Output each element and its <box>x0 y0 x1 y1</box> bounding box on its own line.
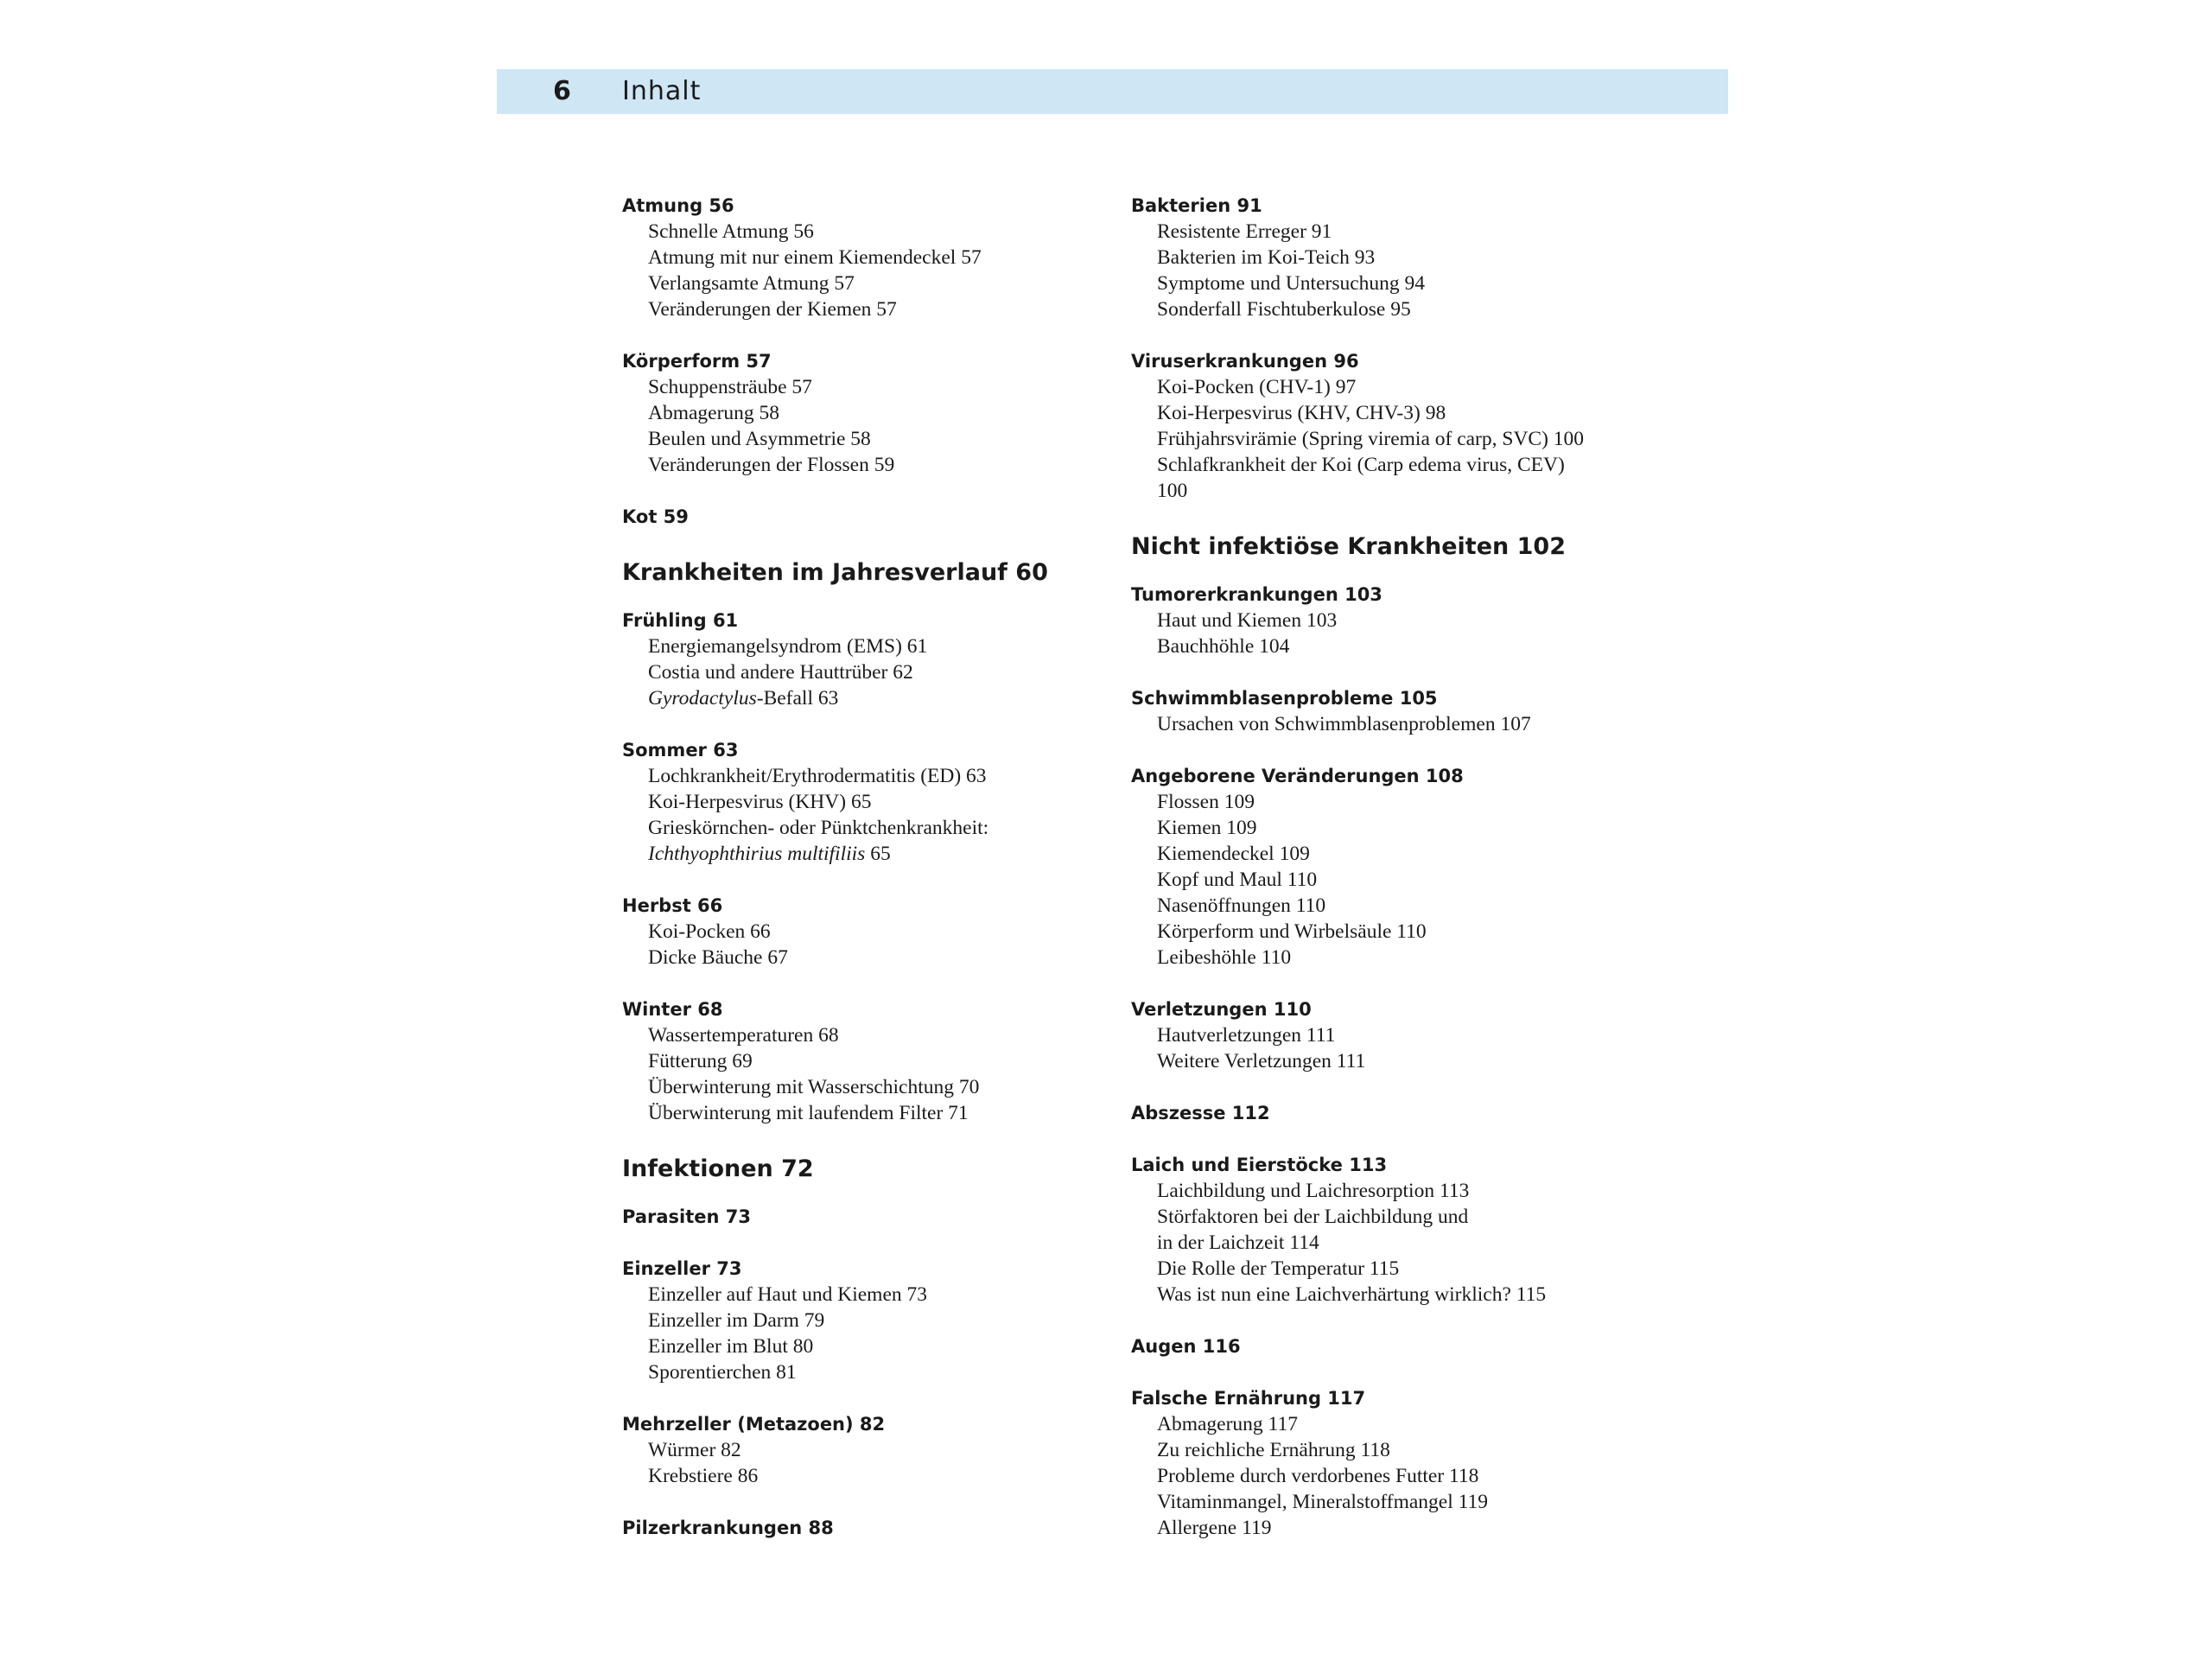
toc-entry[interactable]: Grieskörnchen- oder Pünktchenkrankheit: <box>648 817 989 839</box>
toc-entry[interactable]: Koi-Pocken (CHV-1) 97 <box>1157 376 1357 398</box>
toc-entry[interactable]: Würmer 82 <box>648 1439 741 1461</box>
toc-entry[interactable]: Sonderfall Fischtuberkulose 95 <box>1157 298 1411 321</box>
toc-entry[interactable]: Resistente Erreger 91 <box>1157 220 1332 243</box>
toc-entry[interactable]: Was ist nun eine Laichverhärtung wirklich? 115 <box>1157 1283 1547 1306</box>
toc-entry[interactable]: Koi-Pocken 66 <box>648 920 771 943</box>
toc-section-parasiten <box>622 1204 1106 1230</box>
toc-section-title[interactable]: Angeborene Veränderungen 108 <box>1131 766 1464 786</box>
toc-section-title[interactable]: Augen 116 <box>1131 1336 1241 1357</box>
toc-section-atmung <box>622 193 1106 322</box>
toc-section-bakterien <box>1131 193 1649 322</box>
toc-section-title[interactable]: Frühling 61 <box>622 610 739 631</box>
toc-chapter-title[interactable]: Infektionen 72 <box>622 1155 814 1182</box>
toc-entry[interactable]: Zu reichliche Ernährung 118 <box>1157 1439 1390 1461</box>
toc-entry[interactable]: Einzeller auf Haut und Kiemen 73 <box>648 1283 928 1306</box>
toc-entry[interactable]: Sporentierchen 81 <box>648 1361 797 1384</box>
toc-entry[interactable]: Koi-Herpesvirus (KHV, CHV-3) 98 <box>1157 402 1446 424</box>
toc-entry[interactable]: Ursachen von Schwimmblasenproblemen 107 <box>1157 713 1531 735</box>
toc-entry[interactable]: Frühjahrsvirämie (Spring viremia of carp, SVC) 100 <box>1157 428 1585 450</box>
toc-section-schwimmblase <box>1131 685 1649 737</box>
toc-entry[interactable]: Wassertemperaturen 68 <box>648 1024 839 1047</box>
toc-entry[interactable]: Die Rolle der Temperatur 115 <box>1157 1257 1400 1280</box>
toc-section-title[interactable]: Körperform 57 <box>622 351 772 372</box>
toc-section-winter <box>622 996 1106 1126</box>
toc-entry[interactable]: Atmung mit nur einem Kiemendeckel 57 <box>648 246 982 269</box>
toc-entry[interactable]: Kiemen 109 <box>1157 817 1257 839</box>
toc-section-fruehling <box>622 608 1106 711</box>
toc-entry[interactable]: Allergene 119 <box>1157 1517 1272 1539</box>
italic-term: Ichthyophthirius multifiliis <box>648 843 866 865</box>
toc-chapter-title[interactable]: Nicht infektiöse Krankheiten 102 <box>1131 533 1566 560</box>
toc-entry[interactable]: Lochkrankheit/Erythrodermatitis (ED) 63 <box>648 765 987 787</box>
toc-entry[interactable]: Schnelle Atmung 56 <box>648 220 814 243</box>
toc-section-augen <box>1131 1333 1649 1359</box>
toc-section-tumor <box>1131 582 1649 659</box>
toc-entry[interactable]: Probleme durch verdorbenes Futter 118 <box>1157 1465 1479 1487</box>
toc-entry[interactable]: Koi-Herpesvirus (KHV) 65 <box>648 791 872 813</box>
toc-section-title[interactable]: Mehrzeller (Metazoen) 82 <box>622 1414 886 1435</box>
toc-section-title[interactable]: Viruserkrankungen 96 <box>1131 351 1359 372</box>
toc-entry-gyrodactylus[interactable] <box>622 685 1106 711</box>
toc-section-title[interactable]: Atmung 56 <box>622 195 734 216</box>
page-title: Inhalt <box>622 76 702 106</box>
toc-section-title[interactable]: Laich und Eierstöcke 113 <box>1131 1155 1388 1175</box>
toc-entry[interactable]: Laichbildung und Laichresorption 113 <box>1157 1180 1470 1202</box>
toc-section-pilz <box>622 1515 1106 1541</box>
toc-entry[interactable]: Kiemendeckel 109 <box>1157 843 1310 865</box>
toc-entry[interactable]: Costia und andere Hauttrüber 62 <box>648 661 913 684</box>
toc-entry[interactable]: Flossen 109 <box>1157 791 1255 813</box>
toc-entry[interactable]: Abmagerung 117 <box>1157 1413 1298 1435</box>
toc-entry[interactable]: Hautverletzungen 111 <box>1157 1024 1336 1047</box>
toc-entry[interactable]: Überwinterung mit laufendem Filter 71 <box>648 1102 969 1124</box>
toc-entry[interactable]: Leibeshöhle 110 <box>1157 946 1292 969</box>
toc-entry[interactable]: Kopf und Maul 110 <box>1157 869 1318 891</box>
toc-section-angeboren <box>1131 763 1649 971</box>
toc-section-viren <box>1131 348 1649 504</box>
toc-entry[interactable]: Haut und Kiemen 103 <box>1157 609 1338 632</box>
toc-section-title[interactable]: Herbst 66 <box>622 895 723 916</box>
toc-entry[interactable]: Veränderungen der Flossen 59 <box>648 454 895 476</box>
toc-section-sommer <box>622 737 1106 867</box>
toc-chapter-title[interactable]: Krankheiten im Jahresverlauf 60 <box>622 559 1048 586</box>
toc-section-title[interactable]: Bakterien 91 <box>1131 195 1262 216</box>
toc-section-title[interactable]: Tumorerkrankungen 103 <box>1131 584 1382 605</box>
toc-entry[interactable]: Energiemangelsyndrom (EMS) 61 <box>648 635 928 658</box>
toc-section-title[interactable]: Winter 68 <box>622 999 723 1020</box>
toc-section-title[interactable]: Sommer 63 <box>622 740 739 760</box>
toc-section-herbst <box>622 893 1106 971</box>
toc-entry-suffix: -Befall 63 <box>756 687 839 710</box>
toc-entry[interactable]: Symptome und Untersuchung 94 <box>1157 272 1426 295</box>
italic-term: Gyrodactylus <box>648 687 757 710</box>
toc-section-title[interactable]: Pilzerkrankungen 88 <box>622 1518 834 1538</box>
toc-section-title[interactable]: Falsche Ernährung 117 <box>1131 1388 1366 1409</box>
toc-entry[interactable]: Schuppensträube 57 <box>648 376 812 398</box>
toc-entry-page[interactable]: 100 <box>1157 480 1188 502</box>
toc-section-title[interactable]: Kot 59 <box>622 506 689 527</box>
toc-section-mehrzeller <box>622 1411 1106 1489</box>
toc-section-title[interactable]: Einzeller 73 <box>622 1258 742 1279</box>
toc-entry[interactable]: Nasenöffnungen 110 <box>1157 894 1326 917</box>
toc-entry[interactable]: Einzeller im Darm 79 <box>648 1309 825 1332</box>
toc-entry[interactable]: Krebstiere 86 <box>648 1465 759 1487</box>
toc-section-abszesse <box>1131 1100 1649 1126</box>
toc-entry-ichthyophthirius[interactable] <box>622 841 1106 867</box>
toc-entry[interactable]: Überwinterung mit Wasserschichtung 70 <box>648 1076 980 1098</box>
toc-column-right <box>1131 193 1649 1567</box>
toc-section-ernaehrung <box>1131 1385 1649 1541</box>
page-number: 6 <box>553 76 571 106</box>
toc-entry[interactable]: Vitaminmangel, Mineralstoffmangel 119 <box>1157 1491 1488 1513</box>
toc-entry[interactable]: Schlafkrankheit der Koi (Carp edema virus, CEV) <box>1157 454 1565 476</box>
toc-section-verletzungen <box>1131 996 1649 1074</box>
toc-section-title[interactable]: Abszesse 112 <box>1131 1103 1270 1123</box>
toc-entry[interactable]: Einzeller im Blut 80 <box>648 1335 814 1358</box>
toc-section-title[interactable]: Parasiten 73 <box>622 1206 751 1227</box>
toc-section-title[interactable]: Schwimmblasenprobleme 105 <box>1131 688 1438 709</box>
toc-entry[interactable]: Weitere Verletzungen 111 <box>1157 1050 1366 1072</box>
toc-entry[interactable]: Dicke Bäuche 67 <box>648 946 788 969</box>
toc-section-laich <box>1131 1152 1649 1308</box>
toc-entry[interactable]: Veränderungen der Kiemen 57 <box>648 298 897 321</box>
toc-section-kot <box>622 504 1106 530</box>
toc-column-left <box>622 193 1106 1567</box>
toc-entry[interactable]: Bakterien im Koi-Teich 93 <box>1157 246 1376 269</box>
toc-entry[interactable]: Abmagerung 58 <box>648 402 780 424</box>
toc-entry[interactable]: Beulen und Asymmetrie 58 <box>648 428 871 450</box>
toc-entry[interactable]: Bauchhöhle 104 <box>1157 635 1290 658</box>
toc-entry-suffix: 65 <box>865 843 891 865</box>
toc-entry[interactable]: Fütterung 69 <box>648 1050 753 1072</box>
toc-entry[interactable]: Körperform und Wirbelsäule 110 <box>1157 920 1427 943</box>
toc-section-title[interactable]: Verletzungen 110 <box>1131 999 1312 1020</box>
toc-entry[interactable]: in der Laichzeit 114 <box>1157 1231 1319 1254</box>
toc-section-einzeller <box>622 1256 1106 1385</box>
toc-section-koerperform <box>622 348 1106 478</box>
toc-entry[interactable]: Verlangsamte Atmung 57 <box>648 272 855 295</box>
toc-entry[interactable]: Störfaktoren bei der Laichbildung und <box>1157 1206 1469 1228</box>
